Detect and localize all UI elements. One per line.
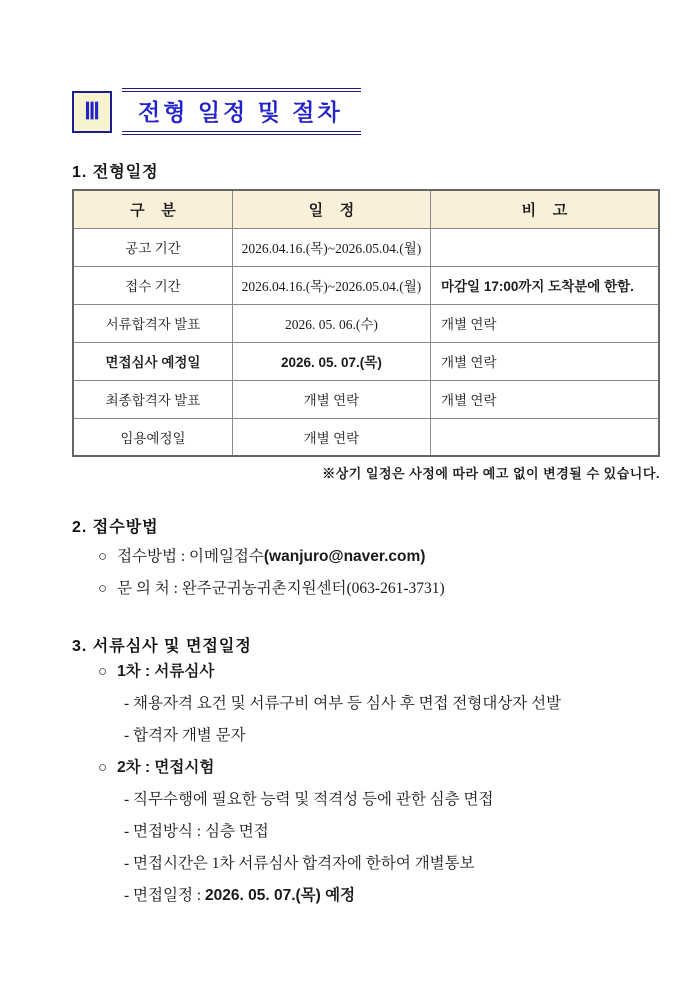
schedule-table [72,189,660,457]
application-heading: 2. 접수방법 [72,519,159,536]
cell-category: 서류합격자 발표 [73,304,232,342]
round2-title: 2차 : 면접시험 [117,759,215,776]
round2-item: - 직무수행에 필요한 능력 및 적격성 등에 관한 심층 면접 [124,791,494,808]
list-item-application-method [98,541,660,573]
cell-date: 2026. 05. 07.(목) [232,342,430,380]
cell-note [430,418,659,456]
table-row [73,342,659,380]
cell-category: 임용예정일 [73,418,232,456]
cell-note: 개별 연락 [430,380,659,418]
round1-title-row [98,656,660,688]
cell-note: 마감일 17:00까지 도착분에 한함. [430,266,659,304]
application-email: (wanjuro@naver.com) [263,548,426,565]
cell-note [430,228,659,266]
cell-date: 개별 연락 [232,418,430,456]
circle-bullet-icon: ○ [98,760,108,776]
section-header [72,88,660,135]
page-title: 전형 일정 및 절차 [138,99,343,125]
table-row [73,266,659,304]
review-heading: 3. 서류심사 및 면접일정 [72,638,252,655]
column-header-category: 구 분 [73,190,232,228]
table-header-row [73,190,659,228]
round1-title: 1차 : 서류심사 [117,663,215,680]
application-method-text: 접수방법 : 이메일접수 [117,548,264,565]
table-row [73,228,659,266]
list-item-contact [98,573,660,605]
section-number-badge: Ⅲ [72,91,112,133]
schedule-footnote: ※상기 일정은 사정에 따라 예고 없이 변경될 수 있습니다. [322,466,660,481]
column-header-date: 일 정 [232,190,430,228]
cell-category: 최종합격자 발표 [73,380,232,418]
cell-date: 2026. 05. 06.(수) [232,304,430,342]
round2-item: - 면접시간은 1차 서류심사 합격자에 한하여 개별통보 [124,855,475,872]
interview-date: 2026. 05. 07.(목) 예정 [205,887,356,904]
cell-category: 면접심사 예정일 [73,342,232,380]
cell-date: 2026.04.16.(목)~2026.05.04.(월) [232,228,430,266]
round1-item: - 채용자격 요건 및 서류구비 여부 등 심사 후 면접 전형대상자 선발 [124,695,562,712]
cell-category: 공고 기간 [73,228,232,266]
table-row [73,380,659,418]
title-rule-box [122,88,361,135]
cell-note: 개별 연락 [430,342,659,380]
cell-category: 접수 기간 [73,266,232,304]
round2-item-interview-date: - 면접일정 : 2026. 05. 07.(목) 예정 [124,887,356,904]
circle-bullet-icon: ○ [98,664,108,680]
schedule-heading: 1. 전형일정 [72,164,159,181]
table-row [73,418,659,456]
cell-note: 개별 연락 [430,304,659,342]
circle-bullet-icon: ○ [98,549,108,565]
cell-date: 2026.04.16.(목)~2026.05.04.(월) [232,266,430,304]
round2-item: - 면접방식 : 심층 면접 [124,823,269,840]
contact-text: 문 의 처 : 완주군귀농귀촌지원센터(063-261-3731) [117,580,445,597]
circle-bullet-icon: ○ [98,581,108,597]
cell-date: 개별 연락 [232,380,430,418]
table-row [73,304,659,342]
column-header-note: 비 고 [430,190,659,228]
round1-item: - 합격자 개별 문자 [124,727,246,744]
round2-title-row [98,752,660,784]
